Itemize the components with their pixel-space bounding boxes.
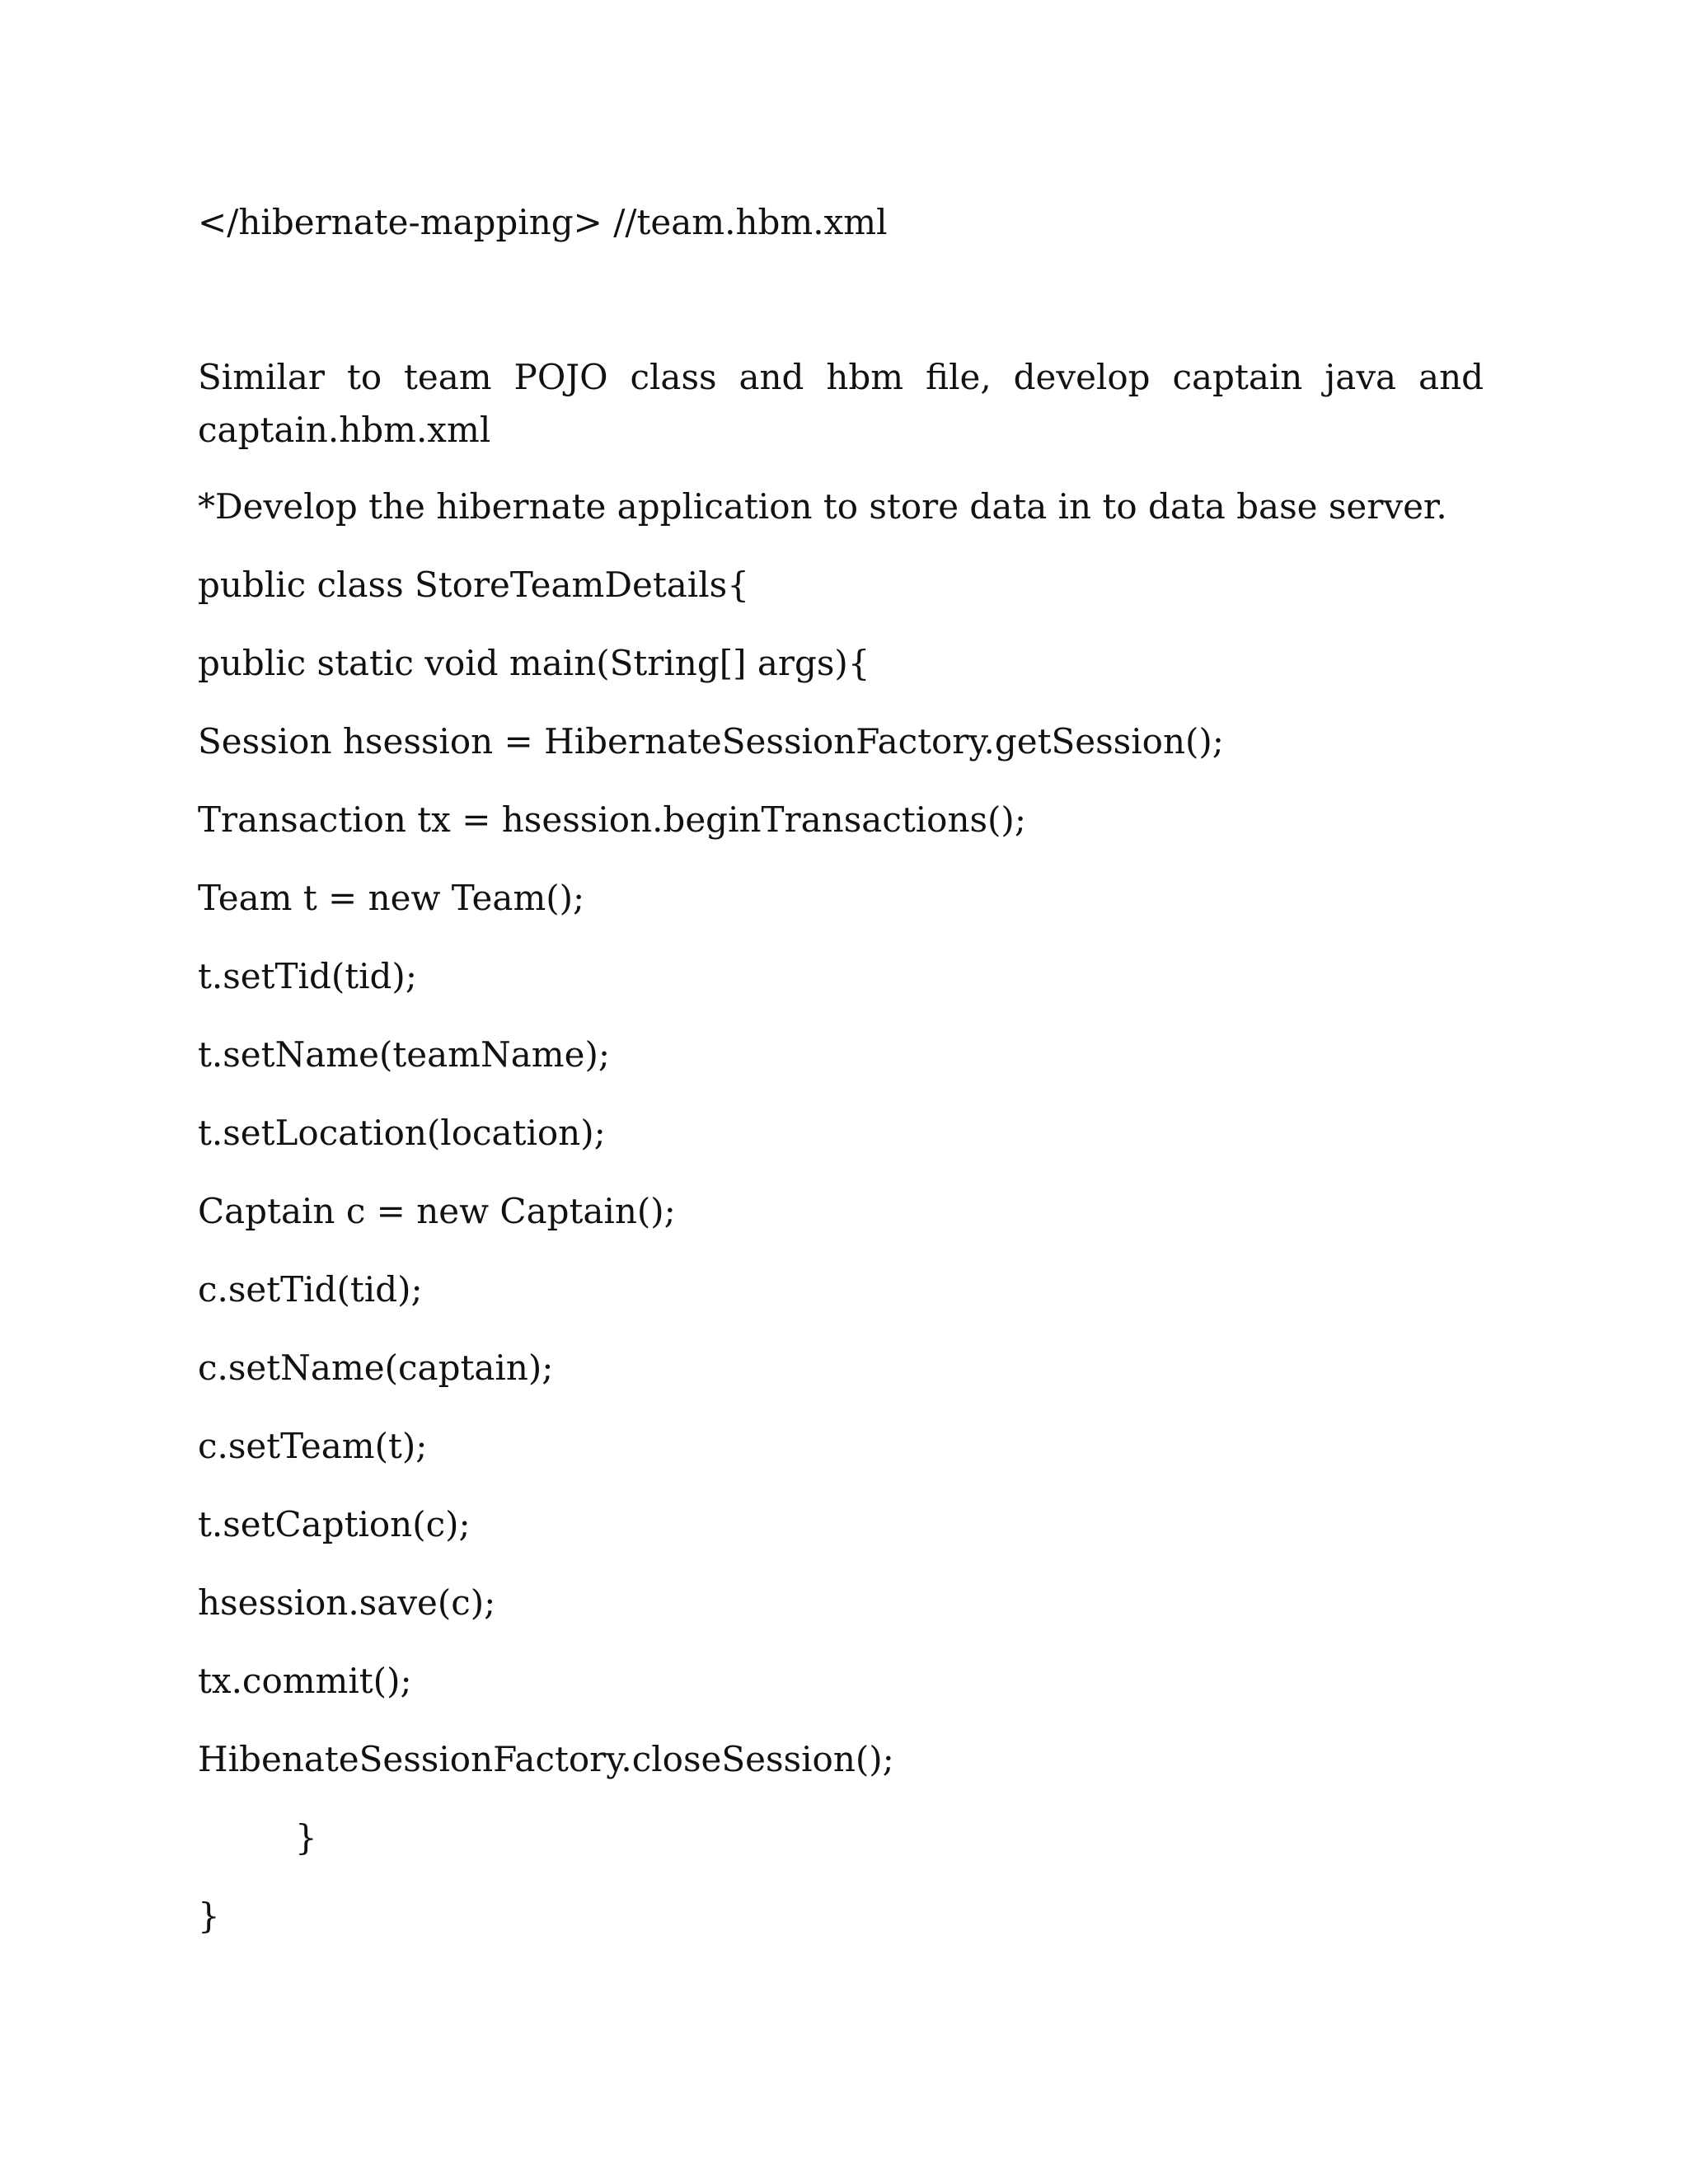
mapping-close-line: </hibernate-mapping> //team.hbm.xml [198, 202, 888, 242]
code-line: c.setTid(tid); [198, 1269, 423, 1310]
code-line: t.setTid(tid); [198, 956, 417, 996]
code-line: Team t = new Team(); [198, 878, 585, 918]
code-line: hsession.save(c); [198, 1582, 496, 1623]
code-line: t.setLocation(location); [198, 1113, 606, 1153]
code-line: public static void main(String[] args){ [198, 643, 870, 683]
code-line: tx.commit(); [198, 1661, 412, 1701]
code-line: c.setName(captain); [198, 1347, 554, 1388]
code-line: Transaction tx = hsession.beginTransactions(); [198, 799, 1026, 840]
code-line: public class StoreTeamDetails{ [198, 565, 749, 605]
code-line: t.setCaption(c); [198, 1504, 471, 1544]
code-line: Session hsession = HibernateSessionFactory.getSession(); [198, 721, 1224, 762]
closing-brace-inner: } [295, 1817, 317, 1858]
closing-brace-outer: } [198, 1896, 220, 1936]
code-line: c.setTeam(t); [198, 1426, 428, 1466]
code-line: Captain c = new Captain(); [198, 1191, 676, 1231]
code-line: t.setName(teamName); [198, 1034, 610, 1075]
task-line: *Develop the hibernate application to store data in to data base server. [198, 486, 1447, 527]
intro-paragraph: Similar to team POJO class and hbm file, develop captain java and captain.hbm.xml [198, 357, 1484, 450]
code-line: HibenateSessionFactory.closeSession(); [198, 1739, 894, 1779]
